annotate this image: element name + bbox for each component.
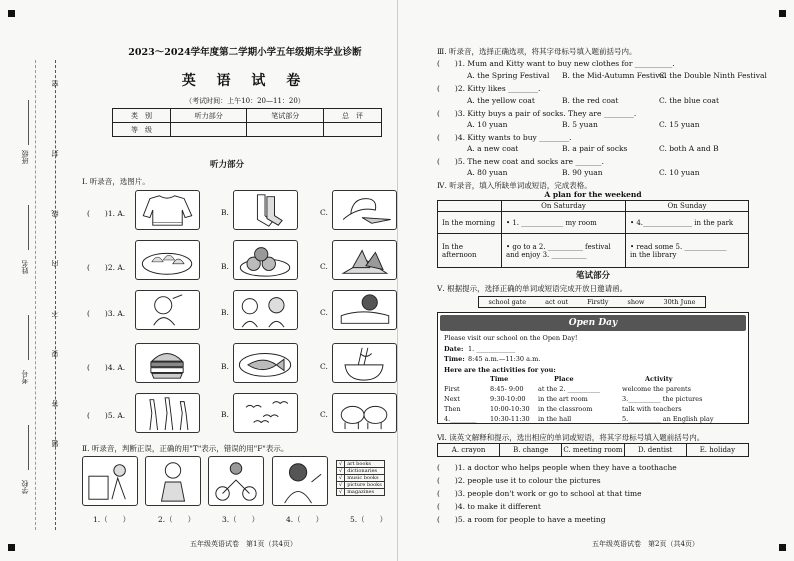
- part3-q2-option-a: A. the yellow coat: [467, 96, 535, 105]
- activity-order[interactable]: 4.________: [444, 415, 477, 423]
- score-header: 总 评: [323, 109, 381, 123]
- activity-order: Next: [444, 395, 460, 403]
- part2-answer-4[interactable]: 4.（ ）: [286, 515, 324, 524]
- choice-table: [437, 443, 749, 457]
- seal-note: 内: [51, 260, 59, 267]
- activity-name[interactable]: 3.__________ the pictures: [622, 395, 703, 403]
- page-footer: 五年级英语试卷 第2页（共4页）: [592, 540, 699, 548]
- grade-cell[interactable]: [247, 123, 323, 137]
- part3-q5-option-b: B. 90 yuan: [562, 168, 603, 177]
- book-check[interactable]: √: [337, 482, 345, 489]
- book-check[interactable]: √: [337, 475, 345, 482]
- part6-question[interactable]: ( )3. people don't work or go to school at that time: [437, 489, 642, 498]
- part3-q1-stem[interactable]: ( )1. Mum and Kitty want to buy new clothes for __________.: [437, 59, 675, 68]
- weekend-plan-table: [437, 200, 749, 268]
- book-item: music books: [345, 475, 385, 482]
- school-field[interactable]: [28, 425, 29, 470]
- plan-cell[interactable]: • read some 5. ____________ in the library: [626, 234, 749, 268]
- seal-note: 要: [51, 350, 59, 357]
- book-list: [336, 460, 385, 496]
- listening-picture-1[interactable]: [82, 456, 138, 506]
- mooncakes-picture[interactable]: [233, 240, 298, 280]
- part3-q5-stem[interactable]: ( )5. The new coat and socks are _______.: [437, 157, 605, 166]
- part2-title: Ⅱ. 听录音，判断正误，正确的用"T"表示，错误的用"F"表示。: [82, 444, 289, 453]
- col-activity: Activity: [645, 375, 673, 383]
- part3-q3-option-b: B. 5 yuan: [562, 120, 598, 129]
- activity-time: 10:30-11:30: [490, 415, 530, 423]
- q5-b-label: B.: [221, 410, 229, 419]
- part3-q4-option-c: C. both A and B: [659, 144, 719, 153]
- choice-option: C. meeting room: [562, 444, 624, 457]
- activities-label: Here are the activities for you:: [444, 366, 556, 374]
- part3-q5-option-c: C. 10 yuan: [659, 168, 700, 177]
- part5-title: Ⅴ. 根据提示，选择正确的单词或短语完成开放日邀请函。: [437, 284, 628, 293]
- part6-question[interactable]: ( )4. to make it different: [437, 502, 541, 511]
- score-header: 笔试部分: [247, 109, 323, 123]
- sick-child-picture[interactable]: [135, 290, 200, 330]
- part2-answer-3[interactable]: 3.（ ）: [222, 515, 260, 524]
- socks-picture[interactable]: [233, 190, 298, 230]
- name-field[interactable]: [28, 205, 29, 250]
- part1-title: Ⅰ. 听录音，选图片。: [82, 177, 150, 186]
- book-check[interactable]: √: [337, 468, 345, 475]
- book-item: magazines: [345, 489, 385, 496]
- activity-name: welcome the parents: [622, 385, 691, 393]
- word-bank: [478, 296, 706, 308]
- rice-dumplings-picture[interactable]: [332, 240, 397, 280]
- word-bank-item: show: [627, 298, 645, 306]
- binding-margin: [0, 0, 78, 561]
- q3-b-label: B.: [221, 308, 229, 317]
- open-day-invitation: [437, 312, 749, 424]
- activity-name[interactable]: 5.__________ an English play: [622, 415, 714, 423]
- word-bank-item: act out: [545, 298, 569, 306]
- part3-q2-option-b: B. the red coat: [562, 96, 619, 105]
- id-label: 考号: [21, 370, 29, 384]
- book-item: dictionaries: [345, 468, 385, 475]
- seal-note: 不: [51, 310, 59, 317]
- exam-title: 英 语 试 卷: [181, 73, 309, 89]
- activity-time: 10:00-10:30: [490, 405, 530, 413]
- page-footer: 五年级英语试卷 第1页（共4页）: [190, 540, 297, 548]
- q5-c-label: C.: [320, 410, 328, 419]
- class-field[interactable]: [28, 100, 29, 145]
- cap-picture[interactable]: [332, 190, 397, 230]
- invitation-intro: Please visit our school on the Open Day!: [444, 334, 578, 342]
- sleeping-person-picture[interactable]: [332, 290, 397, 330]
- plan-row-label: In the afternoon: [438, 234, 502, 268]
- activity-place: in the hall: [538, 415, 572, 423]
- listening-section-title: 听力部分: [210, 160, 245, 170]
- book-item: art books: [345, 461, 385, 468]
- listening-picture-4[interactable]: [272, 456, 328, 506]
- q1-number: ( )1. A.: [87, 209, 126, 218]
- hamburger-picture[interactable]: [135, 343, 200, 383]
- date-blank[interactable]: 1. ____________: [468, 345, 516, 353]
- name-label: 姓名: [21, 260, 29, 274]
- part3-q5-option-a: A. 80 yuan: [467, 168, 508, 177]
- part6-question[interactable]: ( )5. a room for people to have a meeting: [437, 515, 606, 524]
- grade-cell[interactable]: [171, 123, 247, 137]
- part3-q3-option-a: A. 10 yuan: [467, 120, 508, 129]
- book-check[interactable]: √: [337, 489, 345, 496]
- part3-q4-stem[interactable]: ( )4. Kitty wants to buy ________.: [437, 133, 572, 142]
- plan-cell[interactable]: • 4.______________ in the park: [626, 212, 749, 234]
- part3-q3-option-c: C. 15 yuan: [659, 120, 700, 129]
- exam-time: （考试时间：上午10：20—11：20）: [185, 97, 305, 105]
- activity-order: Then: [444, 405, 461, 413]
- registration-mark: [779, 10, 786, 17]
- q4-b-label: B.: [221, 362, 229, 371]
- col-time: Time: [490, 375, 509, 383]
- listening-picture-2[interactable]: [145, 456, 201, 506]
- seal-note: 封: [51, 150, 59, 157]
- plan-header-saturday: On Saturday: [502, 201, 626, 212]
- part3-q4-option-b: B. a pair of socks: [562, 144, 628, 153]
- school-label: 学校: [21, 480, 29, 494]
- q2-c-label: C.: [320, 262, 328, 271]
- activity-order: First: [444, 385, 460, 393]
- grade-row-label: 等 级: [113, 123, 171, 137]
- time-value: 8:45 a.m.—11:30 a.m.: [468, 355, 541, 363]
- writing-section-title: 笔试部分: [575, 271, 610, 281]
- plan-cell[interactable]: • go to a 2. __________ festival and enjoy 3. __________: [502, 234, 626, 268]
- score-header: 类 别: [113, 109, 171, 123]
- choice-option: E. holiday: [686, 444, 748, 457]
- registration-mark: [779, 544, 786, 551]
- activity-name: talk with teachers: [622, 405, 682, 413]
- time-label: Time:: [444, 355, 465, 363]
- seal-note: 答: [51, 400, 59, 407]
- part2-answer-1[interactable]: 1.（ ）: [93, 515, 131, 524]
- score-header: 听力部分: [171, 109, 247, 123]
- q3-number: ( )3. A.: [87, 309, 126, 318]
- activity-place[interactable]: at the 2. __________: [538, 385, 601, 393]
- birds-picture[interactable]: [233, 393, 298, 433]
- part3-q1-option-c: C. the Double Ninth Festival: [659, 71, 767, 80]
- book-item: picture books: [345, 482, 385, 489]
- part4-title: Ⅳ. 听录音，填入所缺单词或短语，完成表格。: [437, 181, 592, 190]
- choice-option: B. change: [500, 444, 562, 457]
- q1-b-label: B.: [221, 208, 229, 217]
- q3-c-label: C.: [320, 308, 328, 317]
- part6-question[interactable]: ( )1. a doctor who helps people when they have a toothache: [437, 463, 677, 472]
- dentist-picture[interactable]: [233, 290, 298, 330]
- part3-q2-option-c: C. the blue coat: [659, 96, 719, 105]
- activity-time: 9:30-10:00: [490, 395, 526, 403]
- q4-c-label: C.: [320, 362, 328, 371]
- sweater-picture[interactable]: [135, 190, 200, 230]
- seal-note: 密: [51, 80, 59, 87]
- word-bank-item: Firstly: [587, 298, 609, 306]
- part2-answer-5[interactable]: 5.（ ）: [350, 515, 388, 524]
- choice-option: A. crayon: [438, 444, 500, 457]
- part3-q1-option-a: A. the Spring Festival: [467, 71, 550, 80]
- seal-note: 线: [51, 210, 59, 217]
- exam-header-title: 2023～2024学年度第二学期小学五年级期末学业诊断: [128, 47, 362, 58]
- activity-place: in the classroom: [538, 405, 593, 413]
- q4-number: ( )4. A.: [87, 363, 126, 372]
- part3-q4-option-a: A. a new coat: [467, 144, 519, 153]
- open-day-title: Open Day: [568, 318, 618, 328]
- q2-b-label: B.: [221, 262, 229, 271]
- giraffes-picture[interactable]: [135, 393, 200, 433]
- date-label: Date:: [444, 345, 464, 353]
- class-label: 班级: [21, 150, 29, 164]
- id-field[interactable]: [28, 315, 29, 360]
- elephants-picture[interactable]: [332, 393, 397, 433]
- plan-corner-cell: [438, 201, 502, 212]
- plan-row-label: In the morning: [438, 212, 502, 234]
- q1-c-label: C.: [320, 208, 328, 217]
- part3-q1-option-b: B. the Mid-Autumn Festival: [562, 71, 667, 80]
- grade-cell[interactable]: [323, 123, 381, 137]
- noodles-picture[interactable]: [332, 343, 397, 383]
- activity-place: in the art room: [538, 395, 588, 403]
- activity-time: 8:45- 9:00: [490, 385, 524, 393]
- seal-note: 题: [51, 440, 59, 447]
- open-day-banner: [440, 315, 746, 331]
- seal-line: [55, 60, 56, 530]
- part3-q3-stem[interactable]: ( )3. Kitty buys a pair of socks. They are ________.: [437, 109, 637, 118]
- part3-title: Ⅲ. 听录音，选择正确选项，将其字母标号填入题前括号内。: [437, 47, 637, 56]
- word-bank-item: school gate: [488, 298, 527, 306]
- q5-number: ( )5. A.: [87, 411, 126, 420]
- fish-dish-picture[interactable]: [233, 343, 298, 383]
- plan-title: A plan for the weekend: [544, 190, 642, 199]
- part2-answer-2[interactable]: 2.（ ）: [158, 515, 196, 524]
- part6-question[interactable]: ( )2. people use it to colour the pictures: [437, 476, 601, 485]
- cut-line: [35, 60, 36, 530]
- part3-q2-stem[interactable]: ( )2. Kitty likes ________.: [437, 84, 541, 93]
- listening-picture-3[interactable]: [208, 456, 264, 506]
- q2-number: ( )2. A.: [87, 263, 126, 272]
- dumplings-picture[interactable]: [135, 240, 200, 280]
- word-bank-item: 30th June: [663, 298, 696, 306]
- book-check[interactable]: √: [337, 461, 345, 468]
- score-table: [112, 108, 382, 137]
- part6-title: Ⅵ. 读英文解释和提示，选出相应的单词或短语，将其字母标号填入题前括号内。: [437, 433, 705, 442]
- plan-header-sunday: On Sunday: [626, 201, 749, 212]
- col-place: Place: [554, 375, 574, 383]
- plan-cell[interactable]: • 1. ____________ my room: [502, 212, 626, 234]
- choice-option: D. dentist: [624, 444, 686, 457]
